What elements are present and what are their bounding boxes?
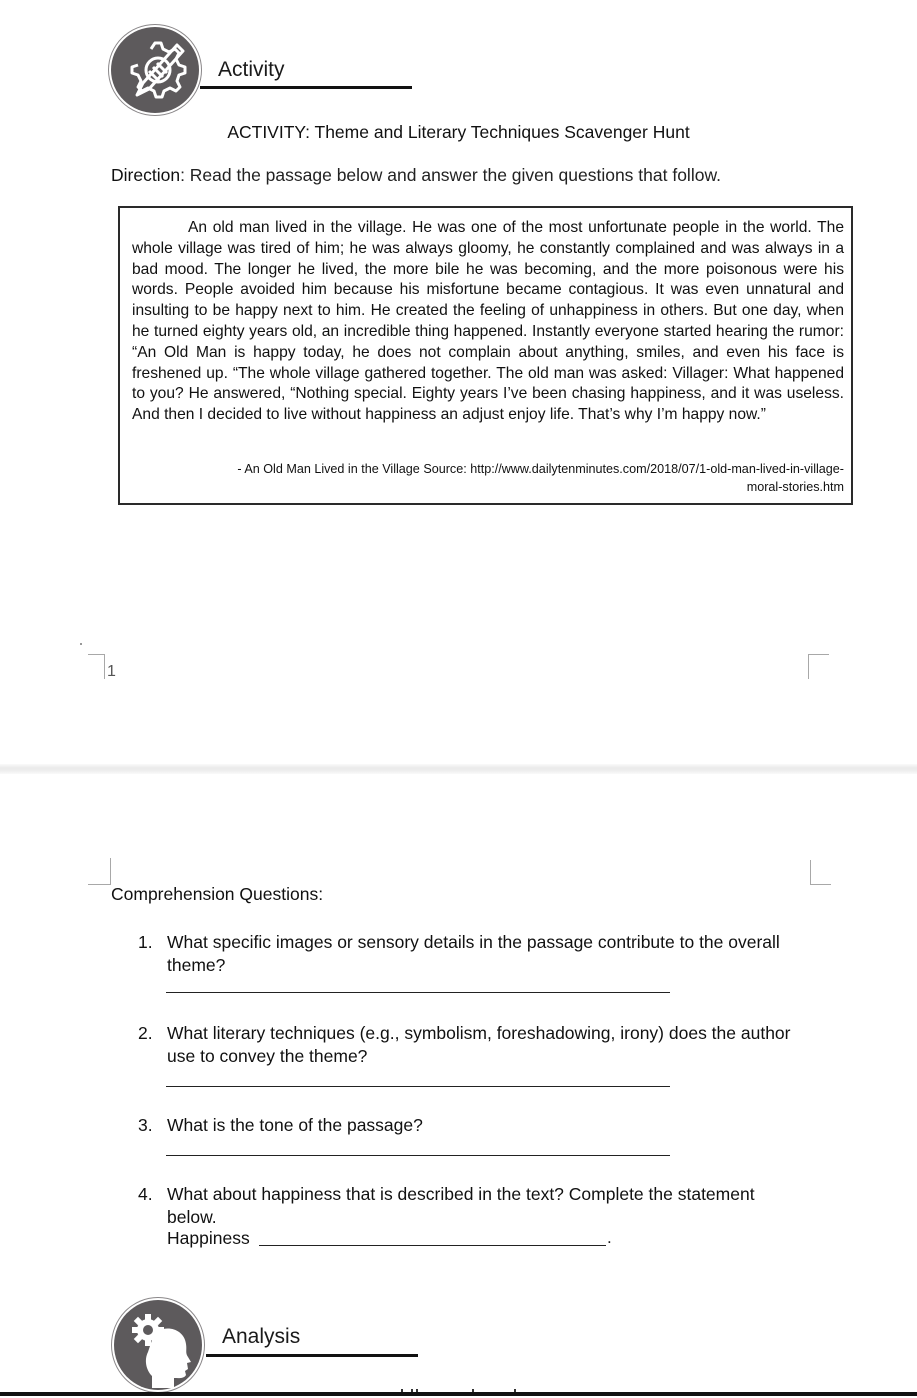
- page-number: 1: [107, 663, 116, 680]
- activity-section-rule: [200, 86, 412, 89]
- question-text: What literary techniques (e.g., symbolism, foreshadowing, irony) does the author use to convey the theme?: [167, 1023, 791, 1066]
- stray-dot: [80, 643, 82, 645]
- activity-icon-badge: [111, 27, 199, 113]
- crop-mark-top-right: [810, 860, 831, 885]
- direction-label: Direction: [111, 165, 181, 185]
- passage-source: [132, 460, 844, 496]
- comprehension-title: Comprehension Questions:: [111, 884, 324, 904]
- passage-text: An old man lived in the village. He was one of the most unfortunate people in the world. The whole village was tired of him; he was always gloomy, he constantly complained and was always in a bad mood. The longer he lived, the more bile he was becoming, and the more poisonous were his words. People avoided him because his misfortune became contagious. It was even unnatural and insulting to be happy next to him. He created the feeling of unhappiness in others. But one day, when he turned eighty years old, an incredible thing happened. Instantly everyone started hearing the rumor: “An Old Man is happy today, he does not complain about anything, smiles, and even his face is freshened up. “The whole village gathered together. The old man was asked: Villager: What happened to you? He answered, “Nothing special. Eighty years I’ve been chasing happiness, and it was useless. And then I decided to live without happiness an adjust enjoy life. That’s why I’m happy now.”: [132, 219, 844, 424]
- crop-mark-bottom-right: [808, 654, 829, 679]
- passage-source-line-2: moral-stories.htm: [746, 480, 844, 494]
- activity-heading: ACTIVITY: Theme and Literary Techniques Scavenger Hunt: [227, 122, 690, 142]
- analysis-icon-badge: [114, 1300, 202, 1390]
- passage-box: [118, 206, 853, 505]
- analysis-section-rule: [206, 1354, 418, 1357]
- question-number: 3.: [138, 1115, 153, 1135]
- question-4: [138, 1183, 798, 1229]
- answer-line-2[interactable]: [166, 1086, 670, 1087]
- activity-section-title: Activity: [218, 58, 285, 81]
- bottom-border-rule: [0, 1392, 917, 1396]
- answer-line-1[interactable]: [166, 992, 670, 993]
- question-text: What specific images or sensory details in the passage contribute to the overall theme?: [167, 932, 780, 975]
- happiness-suffix: .: [607, 1228, 612, 1247]
- question-number: 2.: [138, 1023, 153, 1043]
- page-separator: [0, 764, 917, 774]
- analysis-section-title: Analysis: [222, 1325, 301, 1348]
- question-1: [138, 931, 798, 977]
- answer-line-3[interactable]: [166, 1155, 670, 1156]
- question-text: What about happiness that is described in the text? Complete the statement below.: [167, 1184, 755, 1227]
- head-gear-icon: [114, 1300, 202, 1390]
- crop-mark-bottom-left: [88, 654, 105, 679]
- question-text: What is the tone of the passage?: [167, 1115, 423, 1135]
- direction-line: [111, 165, 721, 186]
- happiness-prefix: Happiness: [167, 1228, 250, 1248]
- crop-mark-top-left: [88, 858, 111, 885]
- question-number: 4.: [138, 1184, 153, 1204]
- gear-pencil-icon: [111, 27, 199, 113]
- happiness-answer-line[interactable]: [259, 1245, 606, 1246]
- direction-text: : Read the passage below and answer the given questions that follow.: [180, 165, 721, 185]
- question-number: 1.: [138, 932, 153, 952]
- question-2: [138, 1022, 798, 1068]
- passage-source-line-1: - An Old Man Lived in the Village Source: http://www.dailytenminutes.com/2018/07/1-old-man-lived-in-village-: [237, 462, 844, 476]
- question-3: [138, 1114, 798, 1137]
